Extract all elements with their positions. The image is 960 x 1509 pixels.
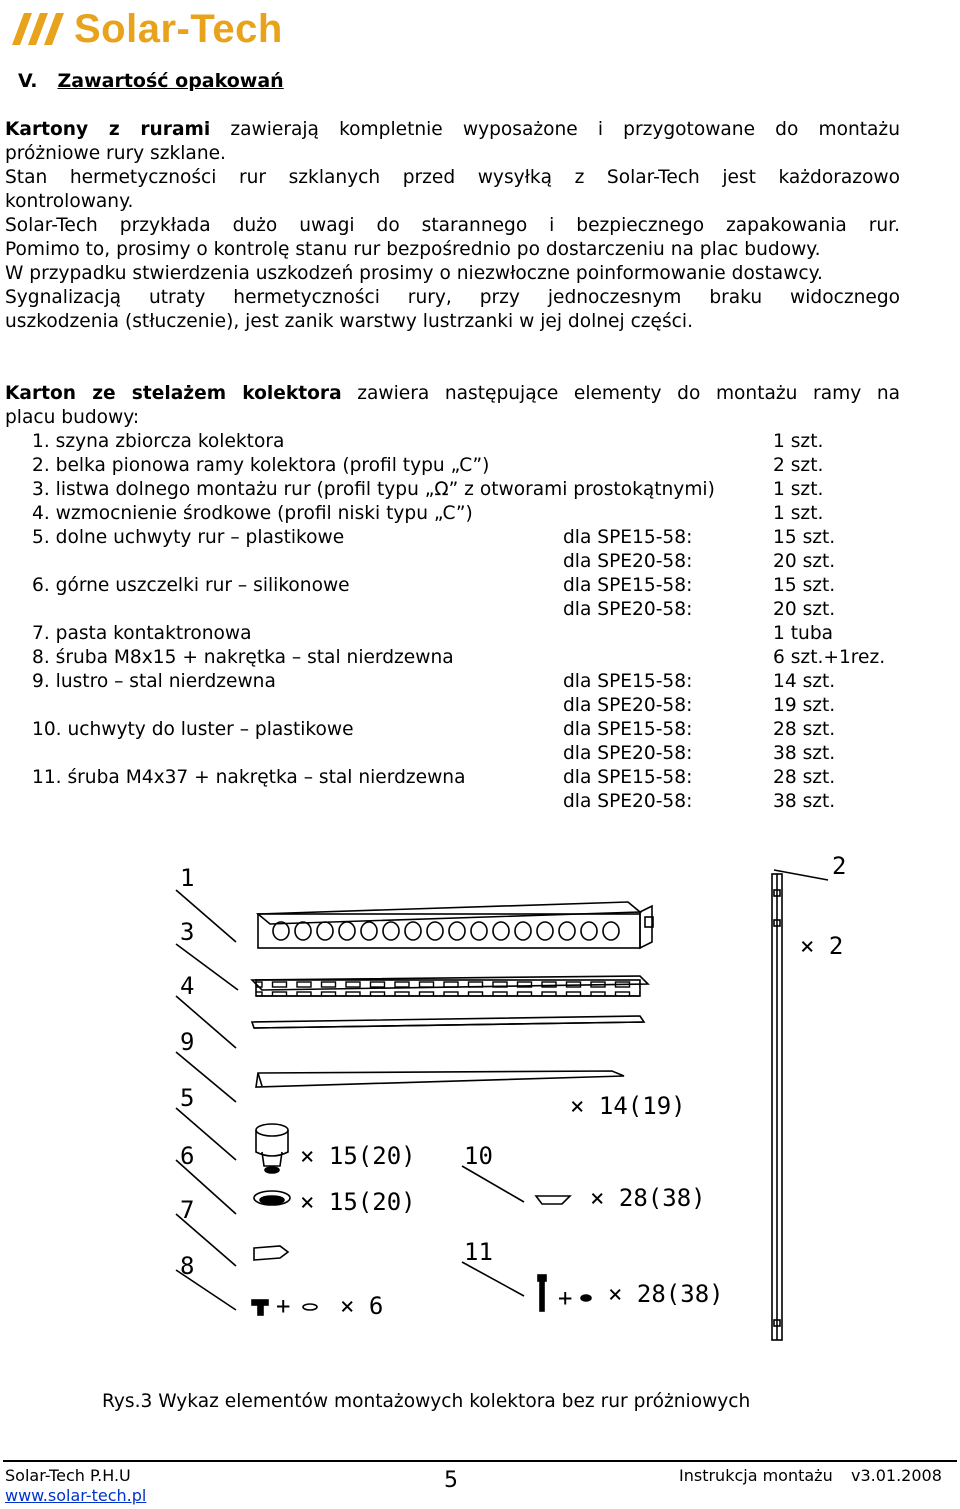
item-variant: dla SPE20-58: bbox=[563, 791, 693, 812]
paragraph-line: Sygnalizacją utraty hermetyczności rury, przy jednoczesnym braku widocznego bbox=[5, 287, 900, 308]
list-item bbox=[32, 694, 912, 718]
paragraph-line: uszkodzenia (stłuczenie), jest zanik warstwy lustrzanki w jej dolnej części. bbox=[5, 311, 693, 332]
section-number: V. bbox=[18, 70, 38, 92]
qty-label-9: × 14(19) bbox=[570, 1092, 686, 1120]
list-item bbox=[32, 478, 912, 502]
paragraph-tubes bbox=[5, 118, 900, 334]
section-title: Zawartość opakowań bbox=[57, 70, 284, 92]
slotted-rail-part bbox=[176, 976, 648, 1048]
label-10: 10 bbox=[464, 1142, 493, 1170]
qty-label-11: × 28(38) bbox=[608, 1280, 724, 1308]
label-11: 11 bbox=[464, 1238, 493, 1266]
item-qty: 19 szt. bbox=[773, 695, 836, 716]
paragraph-line: kontrolowany. bbox=[5, 191, 134, 212]
line-text: zawiera następujące elementy do montażu ramy na bbox=[341, 383, 900, 404]
plus-label-11: + bbox=[558, 1284, 573, 1312]
label-1: 1 bbox=[180, 864, 195, 892]
item-qty: 38 szt. bbox=[773, 743, 836, 764]
qty-label-6: × 15(20) bbox=[300, 1188, 416, 1216]
section-heading bbox=[18, 70, 284, 92]
item-qty: 1 szt. bbox=[773, 431, 824, 452]
item-variant: dla SPE15-58: bbox=[563, 671, 693, 692]
list-item bbox=[32, 574, 912, 598]
label-8: 8 bbox=[180, 1252, 195, 1280]
item-label: 6. górne uszczelki rur – silikonowe bbox=[32, 575, 350, 596]
qty-label-2: × 2 bbox=[800, 932, 844, 960]
qty-label-5: × 15(20) bbox=[300, 1142, 416, 1170]
item-variant: dla SPE15-58: bbox=[563, 767, 693, 788]
page-number: 5 bbox=[444, 1468, 458, 1493]
footer-version: v3.01.2008 bbox=[851, 1466, 942, 1485]
item-label: 3. listwa dolnego montażu rur (profil typu „Ω” z otworami prostokątnymi) bbox=[32, 479, 715, 500]
item-label: 1. szyna zbiorcza kolektora bbox=[32, 431, 285, 452]
items-list bbox=[32, 430, 912, 814]
item-variant: dla SPE15-58: bbox=[563, 527, 693, 548]
item-qty: 20 szt. bbox=[773, 599, 836, 620]
list-item bbox=[32, 502, 912, 526]
parts-drawing bbox=[0, 830, 960, 1370]
item-variant: dla SPE20-58: bbox=[563, 599, 693, 620]
mirror-clip-part bbox=[462, 1166, 570, 1204]
list-item bbox=[32, 430, 912, 454]
line-text: zawierają kompletnie wyposażone i przygotowane do montażu bbox=[210, 119, 900, 140]
item-variant: dla SPE15-58: bbox=[563, 575, 693, 596]
paragraph-line: Pomimo to, prosimy o kontrolę stanu rur bezpośrednio po dostarczeniu na plac budowy. bbox=[5, 239, 821, 260]
item-qty: 28 szt. bbox=[773, 719, 836, 740]
item-label: 7. pasta kontaktronowa bbox=[32, 623, 252, 644]
list-item bbox=[32, 550, 912, 574]
label-9: 9 bbox=[180, 1028, 195, 1056]
item-label: 5. dolne uchwyty rur – plastikowe bbox=[32, 527, 345, 548]
flat-profile-part bbox=[176, 1016, 644, 1102]
qty-label-8: × 6 bbox=[340, 1292, 384, 1320]
label-7: 7 bbox=[180, 1196, 195, 1224]
item-label: 11. śruba M4x37 + nakrętka – stal nierdzewna bbox=[32, 767, 466, 788]
list-item bbox=[32, 718, 912, 742]
list-item bbox=[32, 670, 912, 694]
paragraph-line: Solar-Tech przykłada dużo uwagi do starannego i bezpiecznego zapakowania rur. bbox=[5, 215, 900, 236]
item-qty: 1 szt. bbox=[773, 503, 824, 524]
item-label: 8. śruba M8x15 + nakrętka – stal nierdzewna bbox=[32, 647, 454, 668]
list-item bbox=[32, 742, 912, 766]
manifold-part bbox=[176, 890, 653, 990]
item-variant: dla SPE20-58: bbox=[563, 551, 693, 572]
item-variant: dla SPE15-58: bbox=[563, 719, 693, 740]
paragraph-frame bbox=[5, 382, 900, 430]
list-item bbox=[32, 646, 912, 670]
item-qty: 2 szt. bbox=[773, 455, 824, 476]
label-2: 2 bbox=[832, 852, 847, 880]
item-qty: 38 szt. bbox=[773, 791, 836, 812]
item-qty: 14 szt. bbox=[773, 671, 836, 692]
item-label: 10. uchwyty do luster – plastikowe bbox=[32, 719, 354, 740]
footer-document-title: Instrukcja montażu bbox=[679, 1466, 833, 1485]
label-4: 4 bbox=[180, 972, 195, 1000]
paragraph-line: próżniowe rury szklane. bbox=[5, 143, 226, 164]
logo-text: Solar-Tech bbox=[74, 7, 283, 51]
list-item bbox=[32, 790, 912, 814]
plus-label-8: + bbox=[276, 1292, 291, 1320]
list-item bbox=[32, 526, 912, 550]
item-qty: 15 szt. bbox=[773, 527, 836, 548]
paragraph-line bbox=[5, 118, 900, 142]
item-qty: 28 szt. bbox=[773, 767, 836, 788]
paragraph-line: placu budowy: bbox=[5, 407, 140, 428]
bold-lead: Kartony z rurami bbox=[5, 119, 211, 140]
qty-label-10: × 28(38) bbox=[590, 1184, 706, 1212]
list-item bbox=[32, 598, 912, 622]
logo-slashes-icon bbox=[10, 9, 72, 49]
item-label: 4. wzmocnienie środkowe (profil niski typu „C”) bbox=[32, 503, 473, 524]
list-item bbox=[32, 622, 912, 646]
footer-company: Solar-Tech P.H.U bbox=[5, 1466, 131, 1485]
label-5: 5 bbox=[180, 1084, 195, 1112]
company-logo bbox=[10, 6, 283, 52]
bold-lead: Karton ze stelażem kolektora bbox=[5, 383, 342, 404]
item-label: 2. belka pionowa ramy kolektora (profil typu „C”) bbox=[32, 455, 490, 476]
item-qty: 15 szt. bbox=[773, 575, 836, 596]
item-qty: 20 szt. bbox=[773, 551, 836, 572]
list-item bbox=[32, 766, 912, 790]
item-qty: 1 tuba bbox=[773, 623, 834, 644]
paragraph-line: W przypadku stwierdzenia uszkodzeń prosimy o niezwłoczne poinformowanie dostawcy. bbox=[5, 263, 823, 284]
item-qty: 1 szt. bbox=[773, 479, 824, 500]
item-variant: dla SPE20-58: bbox=[563, 743, 693, 764]
paragraph-line bbox=[5, 382, 900, 406]
item-variant: dla SPE20-58: bbox=[563, 695, 693, 716]
item-qty: 6 szt.+1rez. bbox=[773, 647, 886, 668]
paragraph-line: Stan hermetyczności rur szklanych przed wysyłką z Solar-Tech jest każdorazowo bbox=[5, 167, 900, 188]
footer-divider bbox=[3, 1460, 957, 1462]
list-item bbox=[32, 454, 912, 478]
label-3: 3 bbox=[180, 918, 195, 946]
label-6: 6 bbox=[180, 1142, 195, 1170]
figure-caption: Rys.3 Wykaz elementów montażowych kolektora bez rur próżniowych bbox=[102, 1391, 751, 1412]
footer-website-link[interactable]: www.solar-tech.pl bbox=[5, 1486, 147, 1505]
item-label: 9. lustro – stal nierdzewna bbox=[32, 671, 276, 692]
